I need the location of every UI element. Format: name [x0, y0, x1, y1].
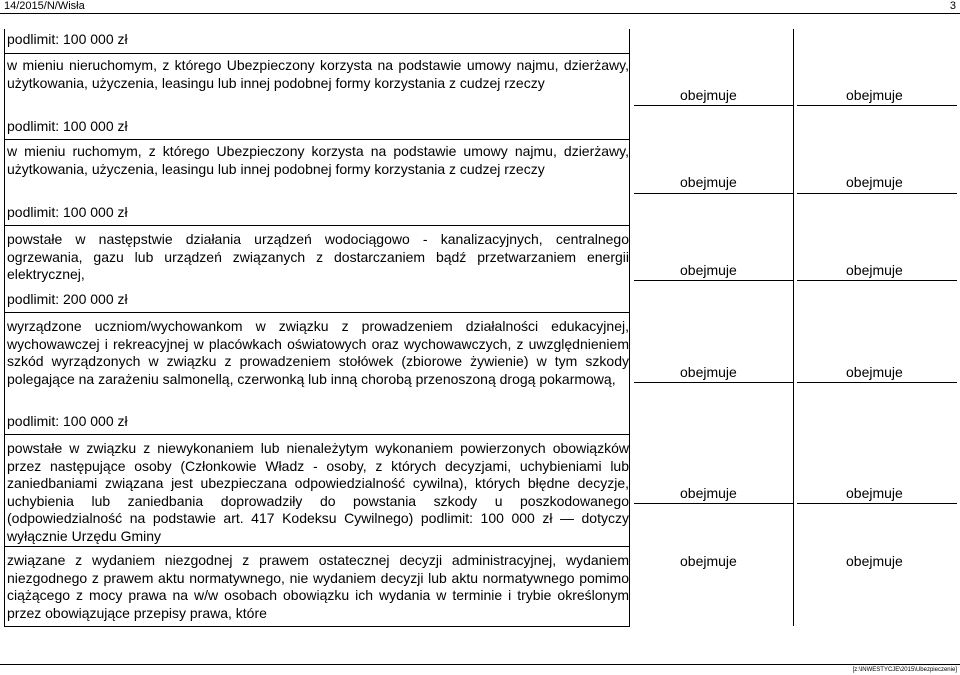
row-limit: podlimit: 200 000 zł — [7, 291, 128, 307]
row-limit: podlimit: 100 000 zł — [7, 118, 128, 134]
coverage-cell-col2: obejmuje — [846, 485, 903, 501]
coverage-cell-col1: obejmuje — [680, 364, 737, 380]
row-separator — [4, 546, 629, 547]
table-bottom-border — [4, 626, 630, 627]
cell-underline — [634, 503, 793, 504]
page-header — [4, 0, 956, 13]
cell-underline — [797, 193, 957, 194]
coverage-cell-col1: obejmuje — [680, 485, 737, 501]
table-row-text — [7, 143, 629, 178]
row-separator — [4, 312, 629, 313]
row-description: wyrządzone uczniom/wychowankom w związku z prowadzeniem działalności edukacyjnej, wychowawczej i rekreacyjnej w placówkach oświatowych oraz wychowawczych, z uwzględnieniem szkód wyrządzonych w związku z prowadzeniem stołówek (zbiorowe żywienie) w tym szkody polegające na zarażeniu salmonellą, czerwonką lub inną chorobą przenoszoną drogą pokarmową, — [7, 318, 629, 387]
cell-underline — [634, 280, 793, 281]
table-row-text — [7, 231, 629, 284]
table-row-text — [7, 552, 629, 622]
row-description: powstałe w związku z niewykonaniem lub nienależytym wykonaniem powierzonych obowiązków przez następujące osoby (Członkowie Władz - osoby, z których decyzjami, uchybieniami lub zaniedbaniami związana jest ubezpieczana odpowiedzialność cywilna), których błędne decyzje, uchybienia lub zaniedbania doprowadziły do powstania szkody u poszkodowanego (odpowiedzialność na podstawie art. 417 Kodeksu Cywilnego) podlimit: 100 000 zł — dotyczy wyłącznie Urzędu Gminy — [7, 440, 629, 544]
coverage-cell-col2: obejmuje — [846, 364, 903, 380]
table-column-divider — [629, 29, 630, 626]
table-row-text — [7, 440, 629, 545]
cell-underline — [634, 105, 793, 106]
table-row-text — [7, 318, 629, 388]
row-description: powstałe w następstwie działania urządzeń wodociągowo - kanalizacyjnych, centralnego ogrzewania, gazu lub urządzeń związanych z dostarczaniem bądź przetwarzaniem energii elektrycznej, — [7, 231, 629, 282]
coverage-cell-col2: obejmuje — [846, 553, 903, 569]
coverage-cell-col2: obejmuje — [846, 87, 903, 103]
document-reference: 14/2015/N/Wisła — [4, 0, 85, 12]
row-limit: podlimit: 100 000 zł — [7, 204, 128, 220]
row-description: związane z wydaniem niezgodnej z prawem ostatecznej decyzji administracyjnej, wydaniem niezgodnego z prawem aktu normatywnego, nie wydaniem decyzji lub aktu normatywnego pomimo ciążącego z mocy prawa na w/w osobach obowiązku ich wydania w terminie i trybie określonym przez obowiązujące przepisy prawa, które — [7, 552, 629, 621]
row-separator — [4, 139, 629, 140]
row-limit: podlimit: 100 000 zł — [7, 31, 128, 47]
cell-underline — [797, 503, 957, 504]
cell-underline — [634, 382, 793, 383]
header-rule — [0, 13, 960, 14]
coverage-cell-col2: obejmuje — [846, 174, 903, 190]
coverage-cell-col1: obejmuje — [680, 553, 737, 569]
coverage-cell-col1: obejmuje — [680, 174, 737, 190]
table-column-divider — [793, 29, 794, 626]
row-description: w mieniu ruchomym, z którego Ubezpieczony korzysta na podstawie umowy najmu, dzierżawy, użytkowania, użyczenia, leasingu lub innej podobnej formy korzystania z cudzej rzeczy — [7, 143, 629, 177]
row-separator — [4, 53, 629, 54]
cell-underline — [797, 382, 957, 383]
file-path: [z:\INWESTYCJE\2015\Ubezpieczenie] — [852, 667, 957, 673]
coverage-cell-col1: obejmuje — [680, 262, 737, 278]
coverage-cell-col2: obejmuje — [846, 262, 903, 278]
row-separator — [4, 434, 629, 435]
table-left-border — [4, 29, 5, 626]
cell-underline — [634, 193, 793, 194]
footer-rule — [0, 664, 960, 665]
table-row-text — [7, 57, 629, 92]
row-limit: podlimit: 100 000 zł — [7, 413, 128, 429]
row-description: w mieniu nieruchomym, z którego Ubezpieczony korzysta na podstawie umowy najmu, dzierżawy, użytkowania, użyczenia, leasingu lub innej podobnej formy korzystania z cudzej rzeczy — [7, 57, 629, 91]
page-number: 3 — [949, 0, 956, 12]
cell-underline — [797, 280, 957, 281]
coverage-cell-col1: obejmuje — [680, 87, 737, 103]
row-separator — [4, 225, 629, 226]
cell-underline — [797, 105, 957, 106]
